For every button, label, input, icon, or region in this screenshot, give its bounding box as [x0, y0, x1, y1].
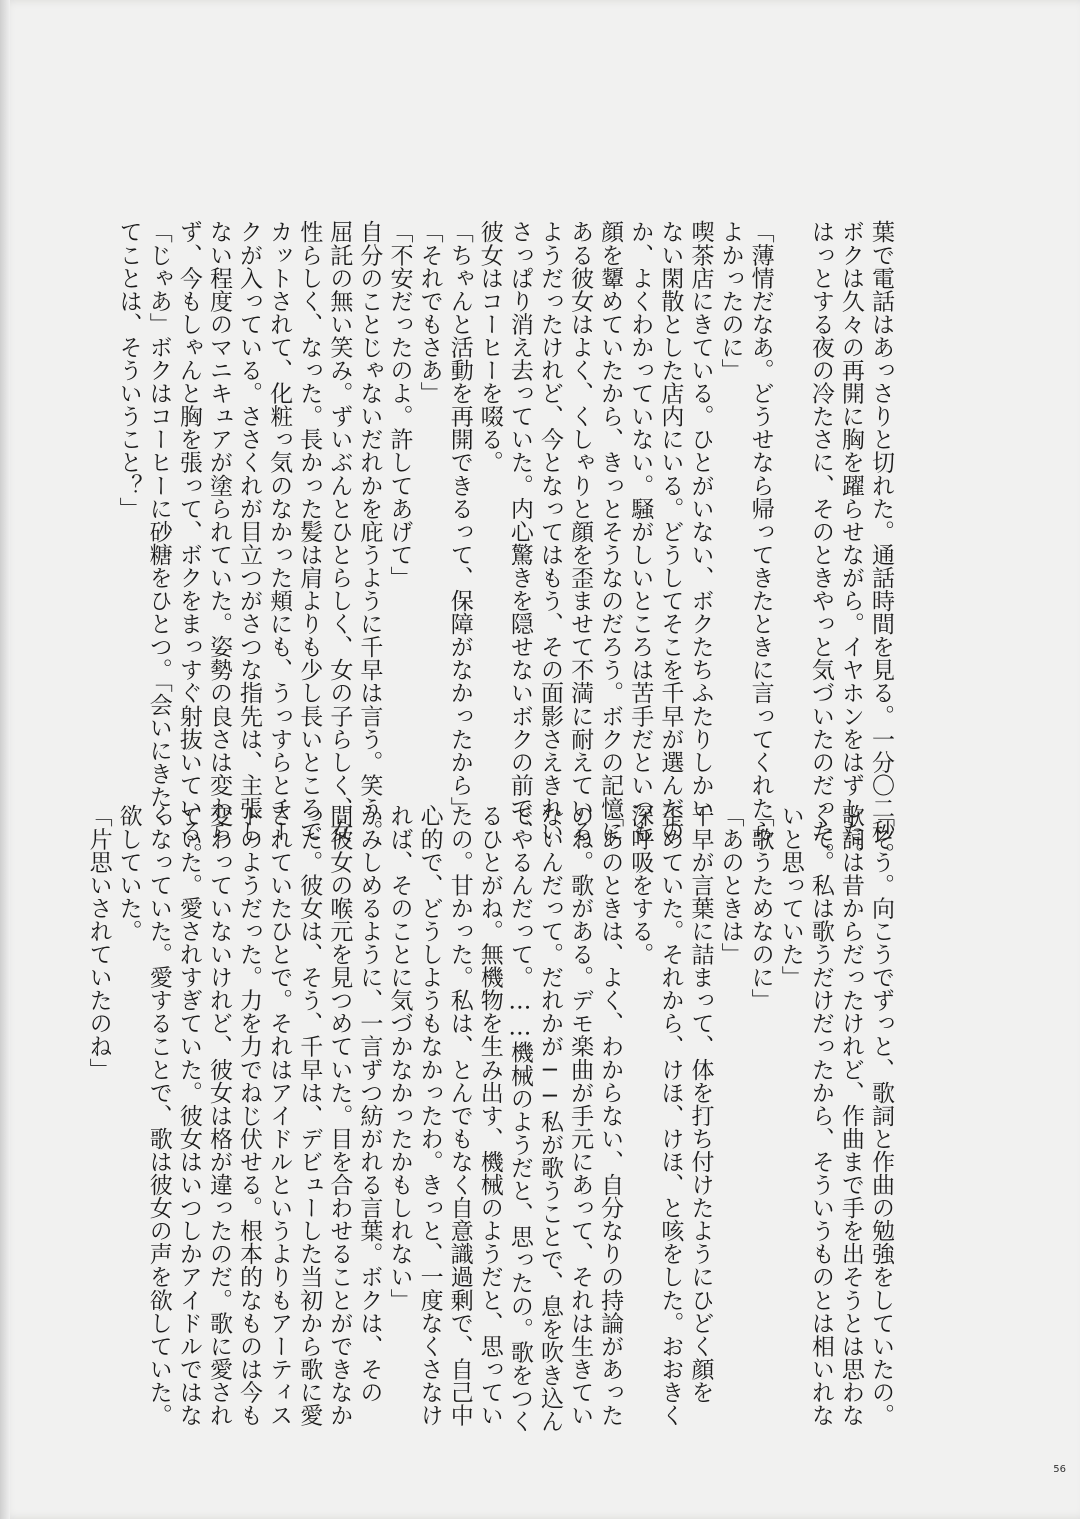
- bottom-column-line: トのようだった。力を力でねじ伏せる。根本的なものは今も: [236, 804, 263, 1427]
- top-column-line: ボクは久々の再開に胸を躍らせながら。イヤホンをはずした。: [837, 220, 864, 866]
- bottom-column-line: 欲していた。: [115, 804, 142, 943]
- top-column-line: 「薄情だなあ。どうせなら帰ってきたときに言ってくれたら: [747, 220, 774, 843]
- bottom-column-line: るひとがね。無機物を生み出す、機械のようだと、思ってい: [476, 804, 503, 1427]
- top-column-line: はっとする夜の冷たさに、そのときやっと気づいたのだった。: [807, 220, 834, 866]
- bottom-column-line: れば、そのことに気づかなかったかもしれない」: [386, 804, 413, 1312]
- top-column-line: 彼女はコーヒーを啜る。: [476, 220, 503, 474]
- top-column-line: ある彼女はよく、くしゃりと顔を歪ませて不満に耐えている: [567, 220, 594, 843]
- top-column-line: 喫茶店にきている。ひとがいない、ボクたちふたりしかい: [687, 220, 714, 820]
- text-column-bottom: [85, 804, 896, 1433]
- bottom-column-line: ないんだって。だれかが──私が歌うことで、息を吹き込ん: [536, 804, 563, 1433]
- bottom-column-line: くなっていた。愛することで、歌は彼女の声を欲していた。: [145, 804, 172, 1427]
- top-column-line: か、よくわかっていない。騒がしいところは苦手だといつも: [627, 220, 654, 843]
- bottom-column-line: のね。歌がある。デモ楽曲が手元にあって、それは生きてい: [567, 804, 594, 1427]
- bottom-column-line: いと思っていた」: [777, 804, 804, 989]
- bottom-column-line: 深呼吸をする。: [627, 804, 654, 966]
- top-column-line: 屈託の無い笑み。ずいぶんとひとらしく、女の子らしく、女: [326, 220, 353, 843]
- bottom-column-line: 歌詞は昔からだったけれど、作曲まで手を出そうとは思わな: [837, 804, 864, 1427]
- page-number: 56: [1053, 1464, 1066, 1475]
- bottom-column-line: されていたひとで。それはアイドルというよりもアーティス: [266, 804, 293, 1427]
- top-column-line: ず、今もしゃんと胸を張って、ボクをまっすぐ射抜いている。: [175, 220, 202, 866]
- bottom-column-line: かみしめるように、一言ずつ紡がれる言葉。ボクは、その: [356, 804, 383, 1404]
- top-column-line: 顔を顰めていたから、きっとそうなのだろう。ボクの記憶に: [597, 220, 624, 843]
- bottom-column-line: たの。甘かった。私は、とんでもなく自意識過剰で、自己中: [446, 804, 473, 1427]
- top-column-line: 自分のことじゃないだれかを庇うように千早は言う。笑う。: [356, 220, 383, 843]
- top-column-line: クが入っている。ささくれが目立つがさつな指先は、主張し: [236, 220, 263, 843]
- text-column-top: [115, 220, 896, 866]
- top-column-line: 葉で電話はあっさりと切れた。通話時間を見る。一分〇二秒。: [868, 220, 894, 866]
- top-column-line: 性らしく、なった。長かった髪は肩よりも少し長いところで: [296, 220, 323, 843]
- bottom-column-line: 千早が言葉に詰まって、体を打ち付けたようにひどく顔を: [687, 804, 714, 1404]
- bottom-column-line: くて。私は歌うだけだったから、そういうものとは相いれな: [807, 804, 834, 1427]
- bottom-column-line: 「片思いされていたのね」: [85, 804, 112, 1081]
- top-column-line: ない閑散とした店内にいる。どうしてそこを千早が選んだの: [657, 220, 684, 843]
- bottom-column-line: 「あのときは、よく、わからない、自分なりの持論があった: [597, 804, 624, 1427]
- bottom-column-line: 歪めていた。それから、けほ、けほ、と咳をした。おおきく: [657, 804, 684, 1427]
- bottom-column-line: った。彼女は、そう、千早は、デビューした当初から歌に愛: [296, 804, 323, 1427]
- top-column-line: 「ちゃんと活動を再開できるって、保障がなかったから」: [446, 220, 473, 820]
- bottom-column-line: 間彼女の喉元を見つめていた。目を合わせることができなか: [326, 804, 353, 1427]
- top-column-line: てことは、そういうこと？」: [115, 220, 142, 520]
- bottom-column-line: でやるんだって。……機械のようだと、思ったの。歌をつく: [506, 804, 533, 1433]
- bottom-column-line: 「あのときは」: [717, 804, 744, 966]
- top-column-line: 「不安だったのよ。許してあげて」: [386, 220, 413, 589]
- top-column-line: さっぱり消え去っていた。内心驚きを隠せないボクの前で、: [506, 220, 533, 843]
- top-column-line: ようだったけれど、今となってはもう、その面影さえきれい: [536, 220, 563, 843]
- bottom-column-line: 「そう。向こうでずっと、歌詞と作曲の勉強をしていたの。: [868, 804, 894, 1427]
- top-column-line: [776, 220, 806, 760]
- top-column-line: 「じゃあ」ボクはコーヒーに砂糖をひとつ。「会いにきたっ: [145, 220, 172, 831]
- bottom-column-line: 「歌うためなのに」: [747, 804, 774, 1012]
- page-binding-edge: [0, 0, 10, 1519]
- bottom-column-line: 変わっていないけれど、彼女は格が違ったのだ。歌に愛され: [205, 804, 232, 1427]
- top-column-line: よかったのに」: [717, 220, 744, 382]
- bottom-column-line: ていた。愛されすぎていた。彼女はいつしかアイドルではな: [175, 804, 202, 1427]
- bottom-column-line: 心的で、どうしようもなかったわ。きっと、一度なくさなけ: [416, 804, 443, 1427]
- top-column-line: 「それでもさあ」: [416, 220, 443, 405]
- top-column-line: ない程度のマニキュアが塗られていた。姿勢の良さは変わら: [205, 220, 232, 843]
- top-column-line: カットされて、化粧っ気のなかった頬にも、うっすらとチー: [266, 220, 293, 843]
